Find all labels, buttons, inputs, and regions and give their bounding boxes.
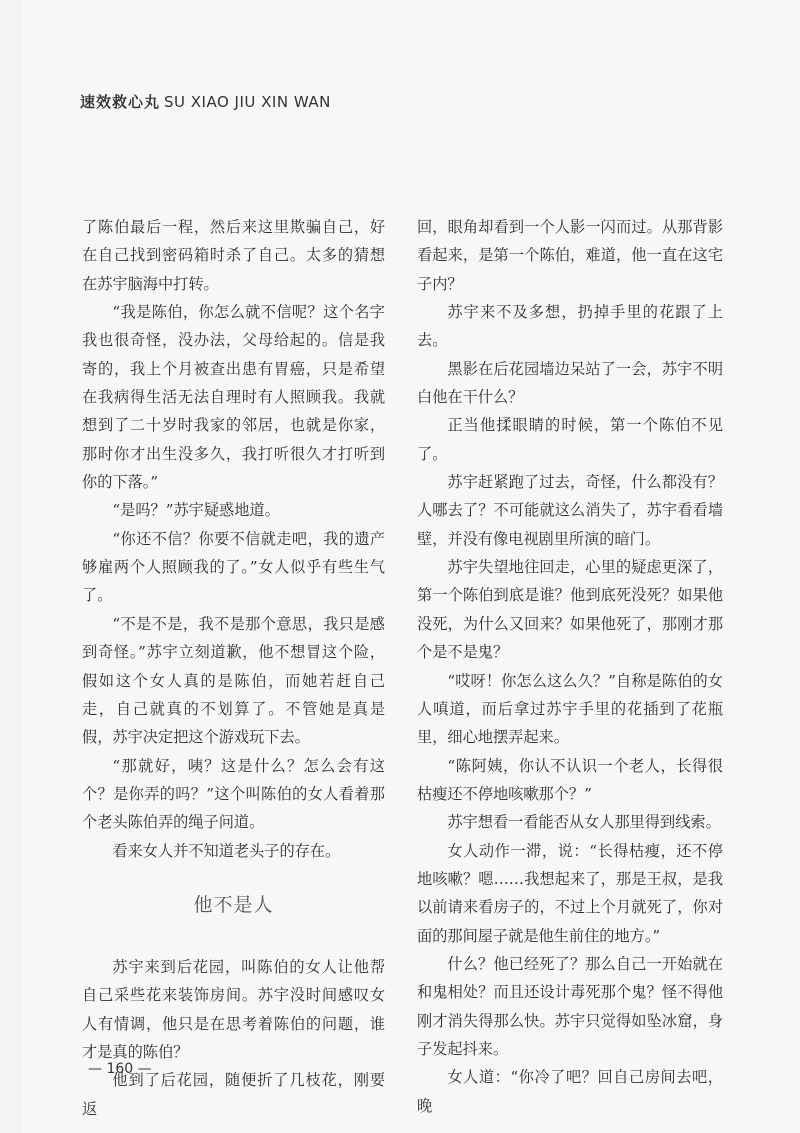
paragraph: 苏宇赶紧跑了过去，奇怪，什么都没有？人哪去了？不可能就这么消失了，苏宇看看墙壁，并没有像电视剧里所演的暗门。 (417, 473, 723, 548)
paragraph: 了陈伯最后一程，然后来这里欺骗自己，好在自己找到密码箱时杀了自己。太多的猜想在苏宇脑海中打转。 (82, 218, 385, 293)
paragraph: “哎呀！你怎么这么久？”自称是陈伯的女人嗔道，而后拿过苏宇手里的花插到了花瓶里，细心地摆弄起来。 (417, 671, 723, 747)
paragraph: “是吗？”苏宇疑惑地道。 (112, 501, 280, 520)
running-header (80, 91, 331, 112)
paragraph: “我是陈伯，你怎么就不信呢？这个名字我也很奇怪，没办法，父母给起的。信是我寄的，我上个月被查出患有胃癌，只是希望在我病得生活无法自理时有人照顾我。我就想到了二十岁时我家的邻居，也就是你家，那时你才出生没多久，我打听很久才打听到你的下落。” (82, 303, 385, 492)
paragraph: 回，眼角却看到一个人影一闪而过。从那背影看起来，是第一个陈伯，难道，他一直在这宅子内？ (417, 218, 723, 293)
left-column (82, 213, 385, 1123)
paragraph: 黑影在后花园墙边呆站了一会，苏宇不明白他在干什么？ (417, 359, 723, 407)
paragraph: 苏宇来不及多想，扔掉手里的花跟了上去。 (417, 303, 723, 350)
paragraph: 苏宇来到后花园，叫陈伯的女人让他帮自己采些花来装饰房间。苏宇没时间感叹女人有情调，他只是在思考着陈伯的问题，谁才是真的陈伯？ (82, 957, 385, 1061)
paragraph: 什么？他已经死了？那么自己一开始就在和鬼相处？而且还设计毒死那个鬼？怪不得他刚才消失得那么快。苏宇只觉得如坠冰窟，身子发起抖来。 (417, 954, 723, 1058)
right-column (417, 213, 723, 1120)
paragraph: “不是不是，我不是那个意思，我只是感到奇怪。”苏宇立刻道歉，他不想冒这个险，假如这个女人真的是陈伯，而她若赶自己走，自己就真的不划算了。不管她是真是假，苏宇决定把这个游戏玩下去。 (82, 614, 385, 747)
paragraph: 女人道：“你冷了吧？回自己房间去吧，晚 (417, 1068, 723, 1115)
paragraph: “陈阿姨，你认不认识一个老人，长得很枯瘦还不停地咳嗽那个？” (417, 756, 723, 803)
header-title-cn: 速效救心丸 (80, 93, 161, 111)
paragraph: 他到了后花园，随便折了几枝花，刚要返 (82, 1071, 385, 1118)
paragraph: 苏宇想看一看能否从女人那里得到线索。 (447, 813, 721, 832)
header-title-en: SU XIAO JIU XIN WAN (164, 93, 331, 111)
paragraph: 苏宇失望地往回走，心里的疑虑更深了，第一个陈伯到底是谁？他到底死没死？如果他没死，为什么又回来？如果他死了，那刚才那个是不是鬼？ (417, 558, 723, 662)
paragraph: 女人动作一滞，说：“长得枯瘦，还不停地咳嗽？嗯……我想起来了，那是王叔，是我以前请来看房子的，不过上个月就死了，你对面的那间屋子就是他生前住的地方。” (417, 841, 723, 945)
page-number: — 160 — (88, 1061, 152, 1077)
paragraph: “那就好，咦？这是什么？怎么会有这个？是你弄的吗？”这个叫陈伯的女人看着那个老头陈伯弄的绳子问道。 (82, 756, 385, 832)
paragraph: 正当他揉眼睛的时候，第一个陈伯不见了。 (417, 416, 723, 463)
section-title: 他不是人 (193, 893, 274, 916)
paragraph: 看来女人并不知道老头子的存在。 (112, 841, 341, 860)
paragraph: “你还不信？你要不信就走吧，我的遗产够雇两个人照顾我的了。”女人似乎有些生气了。 (82, 529, 385, 605)
